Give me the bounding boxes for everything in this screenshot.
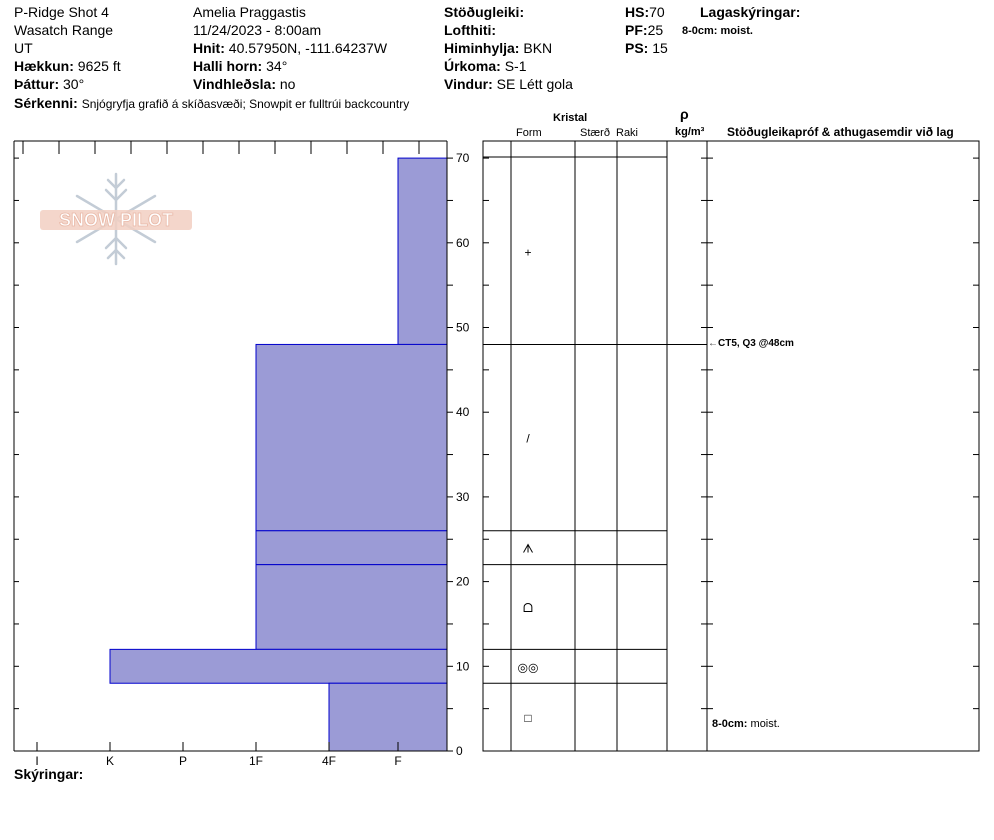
grain-form-symbol: + (524, 245, 532, 260)
remarks-label: Sérkenni: (14, 95, 78, 111)
pf-label: PF: (625, 22, 648, 38)
rho-header: ρ (680, 106, 689, 122)
sky-label: Himinhylja: (444, 40, 520, 56)
hs-label: HS: (625, 4, 650, 20)
elevation-value: 9625 ft (77, 58, 121, 74)
y-tick-label: 10 (456, 659, 470, 674)
moisture-header: Raki (616, 127, 639, 139)
state: UT (14, 40, 33, 56)
wind-value: SE Létt gola (496, 76, 573, 92)
precip-label: Úrkoma: (444, 58, 501, 74)
slope-value: 34° (266, 58, 288, 74)
slope-label: Halli horn: (193, 58, 263, 74)
bottom-note-text: moist. (750, 718, 780, 730)
coords-label: Hnit: (193, 40, 225, 56)
y-tick-label: 60 (456, 235, 470, 250)
layer-notes-label: Lagaskýringar: (700, 4, 801, 20)
air-temp-label: Lofthiti: (444, 22, 497, 38)
test-result-text: CT5, Q3 @48cm (718, 338, 794, 349)
test-annotation (708, 337, 794, 351)
hs-value: 70 (649, 4, 665, 20)
wind-loading-value: no (279, 76, 296, 92)
stability-tests-header: Stöðugleikapróf & athugasemdir við lag (727, 125, 954, 139)
y-tick-label: 40 (456, 405, 470, 420)
grain-form-symbol: ◎◎ (517, 660, 539, 675)
size-header: Stærð (580, 127, 610, 139)
grain-form-symbol: ᗝ (523, 601, 533, 616)
pf-value: 25 (647, 22, 664, 38)
x-tick-label: 4F (321, 754, 337, 768)
bottom-note-label: 8-0cm: (712, 718, 748, 730)
ps-label: PS: (625, 40, 649, 56)
mountain-range: Wasatch Range (14, 22, 114, 38)
legend-label: Skýringar: (14, 766, 84, 782)
x-tick-label: I (35, 754, 39, 768)
x-tick-label: 1F (248, 754, 264, 768)
remarks-value: Snjógryfja grafið á skíðasvæði; Snowpit er fulltrúi backcountry (81, 97, 410, 111)
y-tick-label: 0 (456, 744, 463, 758)
arrow-left-icon: ← (708, 338, 718, 349)
stability-label: Stöðugleiki: (444, 4, 525, 20)
observer: Amelia Praggastis (193, 4, 306, 20)
y-tick-label: 30 (456, 489, 470, 504)
grain-form-symbol: / (526, 431, 530, 446)
precip-value: S-1 (504, 58, 527, 74)
y-tick-label: 50 (456, 320, 470, 335)
coords-value: 40.57950N, -111.64237W (228, 40, 388, 56)
crystal-header: Kristal (553, 112, 588, 124)
sky-value: BKN (523, 40, 553, 56)
datetime: 11/24/2023 - 8:00am (193, 22, 322, 38)
grain-form-symbol: ᗑ (522, 541, 534, 556)
wind-loading-label: Vindhleðsla: (193, 76, 276, 92)
x-tick-label: F (394, 754, 402, 768)
logo-text: SNOW PILOT (59, 210, 173, 230)
elevation-label: Hækkun: (14, 58, 74, 74)
table-border (483, 141, 979, 751)
form-header: Form (516, 127, 542, 139)
aspect-value: 30° (63, 76, 85, 92)
density-unit-header: kg/m³ (675, 126, 705, 138)
aspect-label: Þáttur: (14, 76, 60, 92)
y-tick-label: 20 (456, 574, 470, 589)
wind-label: Vindur: (444, 76, 493, 92)
x-tick-label: K (105, 754, 115, 768)
bottom-note (712, 716, 780, 733)
pit-name: P-Ridge Shot 4 (14, 4, 109, 20)
x-tick-label: P (178, 754, 188, 768)
layer-note-text: 8-0cm: moist. (682, 25, 753, 37)
grain-form-symbol: □ (524, 711, 532, 726)
ps-value: 15 (652, 40, 668, 56)
y-tick-label: 70 (456, 151, 470, 166)
